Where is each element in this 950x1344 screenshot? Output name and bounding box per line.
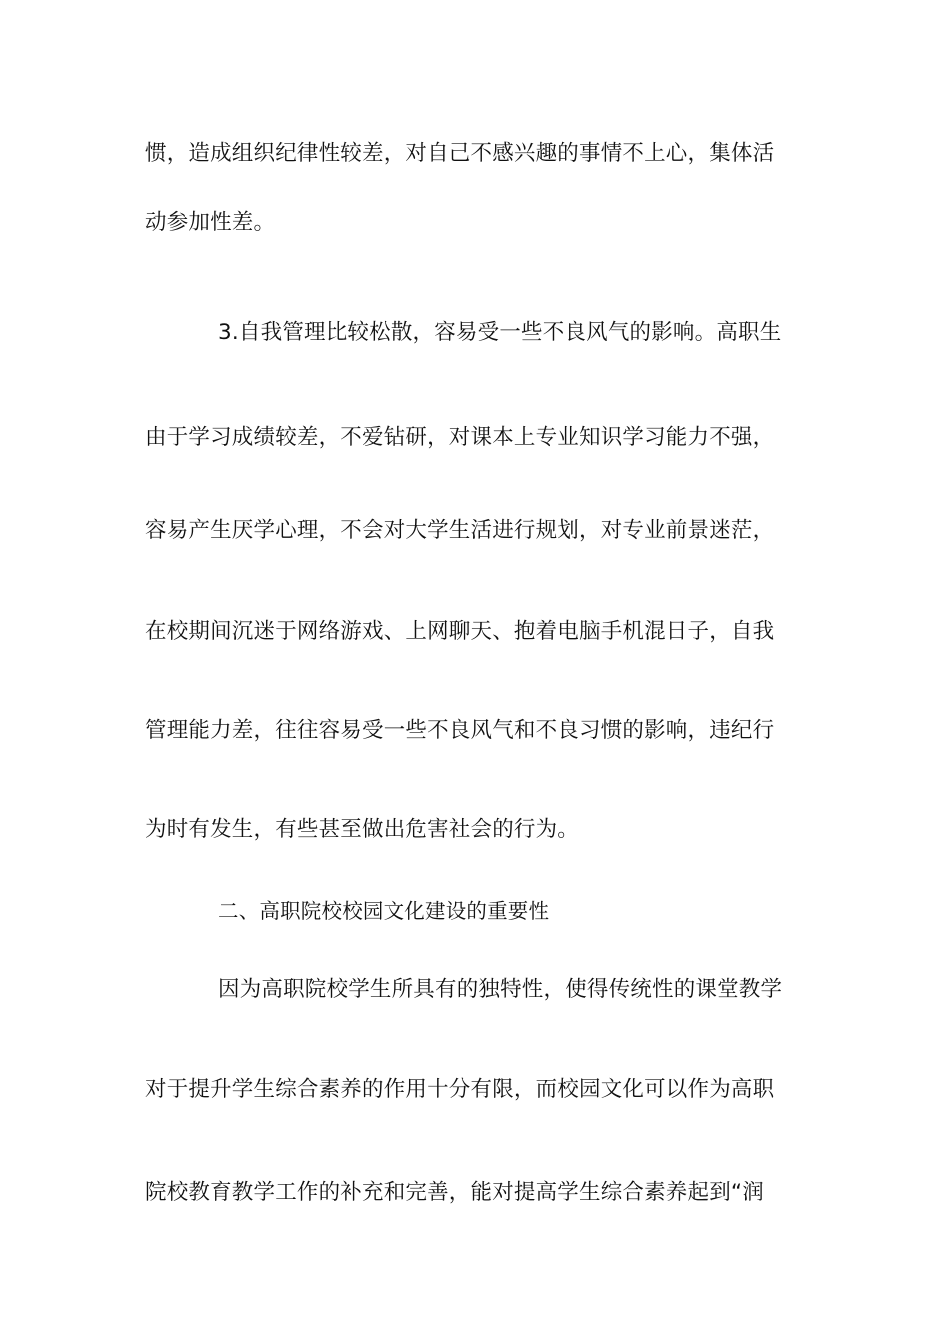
- paragraph-line: 惯，造成组织纪律性较差，对自己不感兴趣的事情不上心，集体活: [145, 141, 775, 166]
- section-heading: 二、高职院校校园文化建设的重要性: [218, 899, 550, 923]
- paragraph-line: 管理能力差，往往容易受一些不良风气和不良习惯的影响，违纪行: [145, 718, 775, 743]
- paragraph-line: 容易产生厌学心理，不会对大学生活进行规划，对专业前景迷茫，: [145, 518, 775, 543]
- paragraph-line: 动参加性差。: [145, 210, 276, 235]
- paragraph-line: 在校期间沉迷于网络游戏、上网聊天、抱着电脑手机混日子，自我: [145, 619, 775, 644]
- paragraph-line: 为时有发生，有些甚至做出危害社会的行为。: [145, 817, 580, 842]
- paragraph-line: 因为高职院校学生所具有的独特性，使得传统性的课堂教学: [218, 977, 783, 1002]
- paragraph-line: 对于提升学生综合素养的作用十分有限，而校园文化可以作为高职: [145, 1077, 775, 1102]
- paragraph-line: 院校教育教学工作的补充和完善，能对提高学生综合素养起到“润: [145, 1180, 764, 1205]
- paragraph-line: 3.自我管理比较松散，容易受一些不良风气的影响。高职生: [218, 320, 782, 345]
- paragraph-line: 由于学习成绩较差，不爱钻研，对课本上专业知识学习能力不强，: [145, 425, 775, 450]
